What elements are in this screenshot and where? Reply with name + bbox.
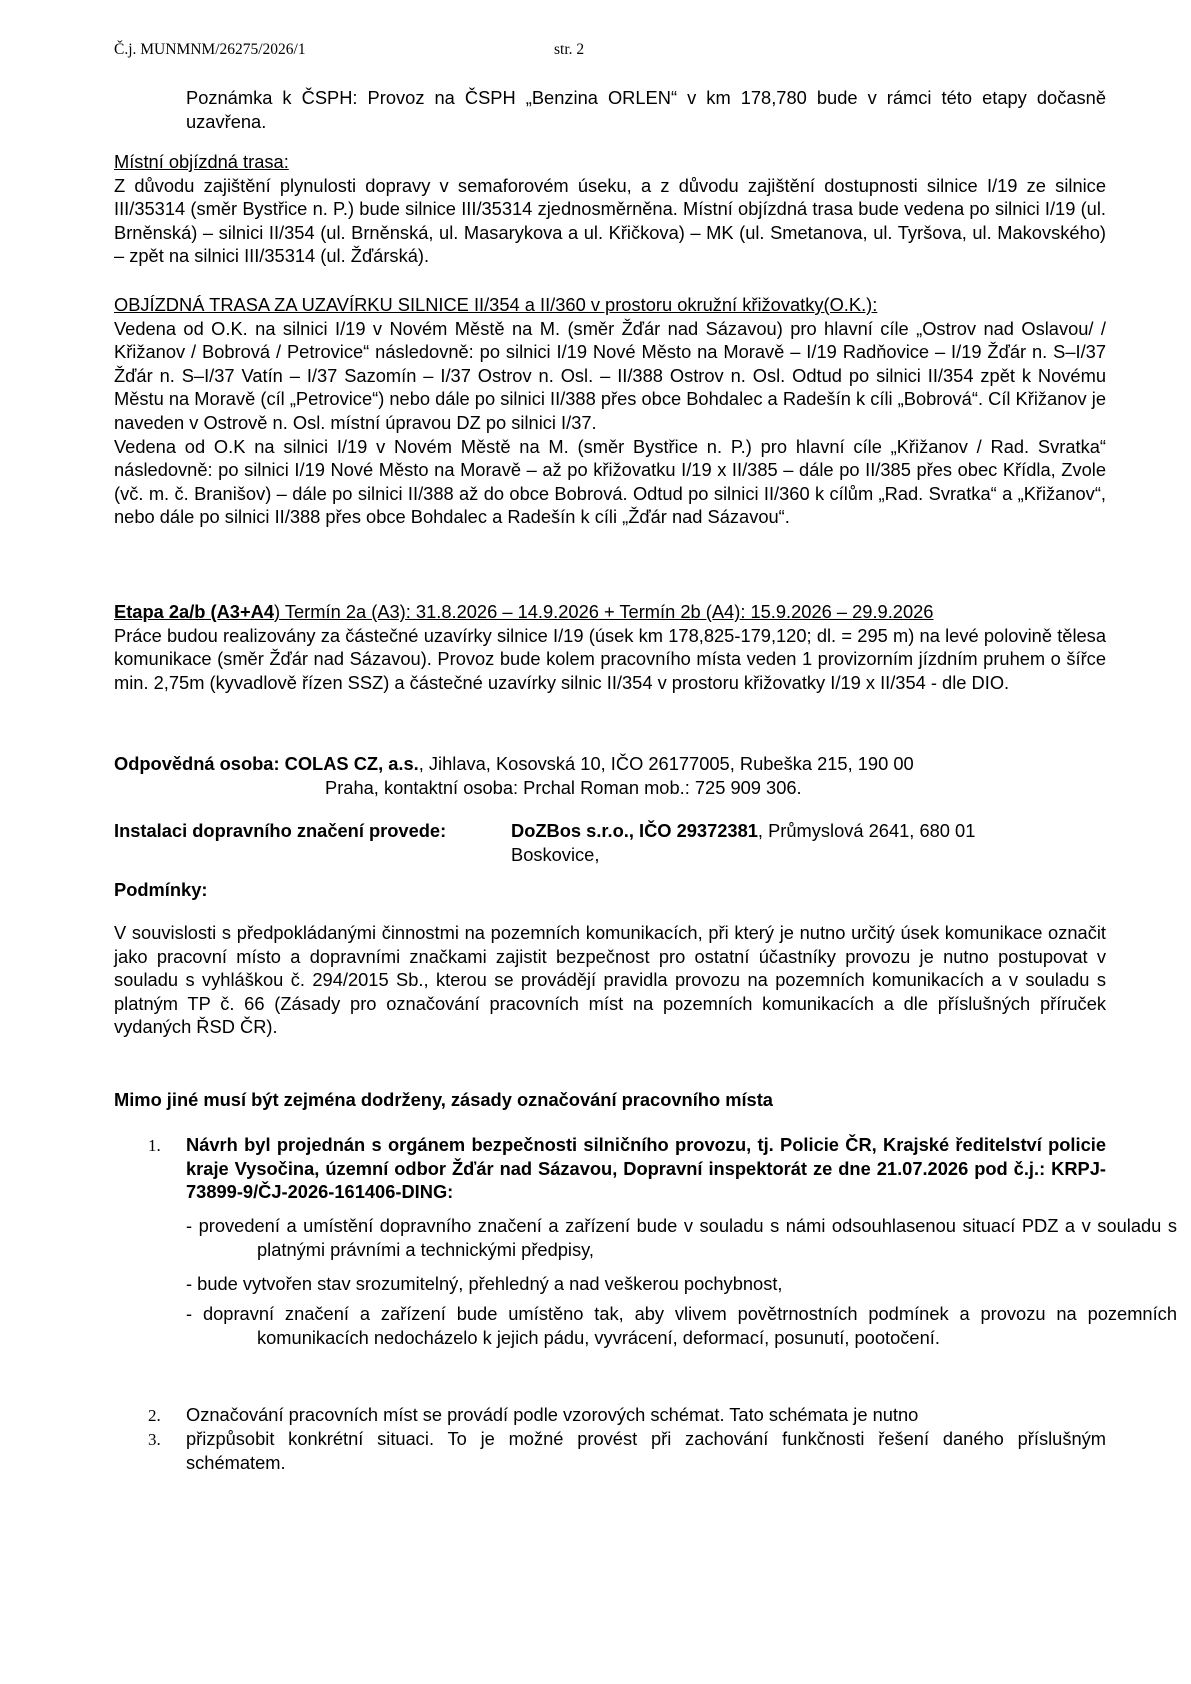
page-header xyxy=(114,40,585,60)
subitem-3: - dopravní značení a zařízení bude umístěno tak, aby vlivem povětrnostních podmínek a provozu na pozemních komunikacích nedocházelo k jejich pádu, vyvrácení, deformací, posunutí, pootočení. xyxy=(186,1303,1177,1348)
closure-detour-section xyxy=(114,293,1106,529)
fuel-station-note: Poznámka k ČSPH: Provoz na ČSPH „Benzina ORLEN“ v km 178,780 bude v rámci této etapy dočasně uzavřena. xyxy=(186,87,1106,132)
stage-text: Práce budou realizovány za částečné uzavírky silnice I/19 (úsek km 178,825-179,120; dl. = 295 m) na levé polovině tělesa komunikace (směr Žďár nad Sázavou). Provoz bude kolem pracovního místa veden 1 provizorním jízdním pruhem o šířce min. 2,75m (kyvadlově řízen SSZ) a částečné uzavírky silnic II/354 v prostoru křižovatky I/19 x II/354 - dle DIO. xyxy=(114,624,1106,693)
stage-label: Etapa 2a/b (A3+A4 xyxy=(114,601,275,622)
stage-section xyxy=(114,600,1106,694)
subitem-1: - provedení a umístění dopravního značení a zařízení bude v souladu s námi odsouhlasenou situací PDZ a v souladu s platnými právními a technickými předpisy, xyxy=(186,1215,1177,1260)
closure-detour-route-1: Vedena od O.K. na silnici I/19 v Novém Městě na M. (směr Žďár nad Sázavou) pro hlavní cíle „Ostrov nad Oslavou/ / Křižanov / Bobrová / Petrovice“ následovně: po silnici I/19 Nové Město na Moravě – I/19 Radňovice – I/19 Žďár n. S–I/37 Žďár n. S–I/37 Vatín – I/37 Sazomín – I/37 Ostrov n. Osl. – II/388 Ostrov n. Osl. Odtud po silnici II/354 zpět k Novému Městu na Moravě (cíl „Petrovice“) nebo dále po silnici II/388 přes obce Bohdalec a Radešín k cíli „Bobrová“. Cíl Křižanov je naveden v Ostrově n. Osl. místní úpravou DZ po silnici I/37. xyxy=(114,317,1106,433)
local-detour-text: Z důvodu zajištění plynulosti dopravy v semaforovém úseku, a z důvodu zajištění dostupnosti silnice I/19 ze silnice III/35314 (směr Bystřice n. P.) bude silnice III/35314 zjednosměrněna. Místní objízdná trasa bude vedena po silnici I/19 (ul. Brněnská) – silnici II/354 (ul. Brněnská, ul. Masarykova a ul. Křičkova) – MK (ul. Smetanova, ul. Tyršova, ul. Makovského) – zpět na silnici III/35314 (ul. Žďárská). xyxy=(114,174,1106,267)
responsible-person xyxy=(114,752,1106,799)
item-number-1: 1. xyxy=(148,1136,161,1155)
stage-term: Termín 2a (A3): 31.8.2026 – 14.9.2026 + Termín 2b (A4): 15.9.2026 – 29.9.2026 xyxy=(280,601,934,622)
stage-label-end: ) xyxy=(274,601,281,622)
installer-label: Instalaci dopravního značení provede: xyxy=(114,820,447,841)
page-number: str. 2 xyxy=(554,41,585,58)
item-text-1: Návrh byl projednán s orgánem bezpečnosti silničního provozu, tj. Policie ČR, Krajské ředitelství policie kraje Vysočina, územní odbor Žďár nad Sázavou, Dopravní inspektorát ze dne 21.07.2026 pod č.j.: KRPJ-73899-9/ČJ-2026-161406-DING: xyxy=(186,1134,1106,1203)
local-detour-heading: Místní objízdná trasa: xyxy=(114,151,289,172)
item-text-3: přizpůsobit konkrétní situaci. To je možné provést při zachování funkčnosti řešení daného příslušným schématem. xyxy=(186,1428,1106,1473)
local-detour-section xyxy=(114,150,1106,268)
reference-number: Č.j. MUNMNM/26275/2026/1 xyxy=(114,41,306,58)
conditions-text: V souvislosti s předpokládanými činnostmi na pozemních komunikacích, při který je nutno určitý úsek komunikace označit jako pracovní místo a dopravními značkami zajistit bezpečnost pro ostatní účastníky provozu je nutno postupovat v souladu s vyhláškou č. 294/2015 Sb., kterou se provádějí pravidla provozu na pozemních komunikacích a v souladu s platným TP č. 66 (Zásady pro označování pracovních míst na pozemních komunikacích a dle příslušných příruček vydaných ŘSD ČR). xyxy=(114,922,1106,1038)
installer-details xyxy=(511,819,1106,866)
conditions-heading: Podmínky: xyxy=(114,879,208,900)
item-number-2: 2. xyxy=(148,1406,161,1425)
installer-company: DoZBos s.r.o., IČO 29372381 xyxy=(511,820,758,841)
installer-address: , Průmyslová 2641, 680 01 xyxy=(757,820,976,841)
stage-title xyxy=(114,600,1106,624)
responsible-label: Odpovědná osoba: COLAS CZ, a.s. xyxy=(114,753,419,774)
responsible-contact: Praha, kontaktní osoba: Prchal Roman mob.: 725 909 306. xyxy=(325,776,802,798)
closure-detour-route-2: Vedena od O.K na silnici I/19 v Novém Městě na M. (směr Bystřice n. P.) pro hlavní cíle „Křižanov / Rad. Svratka“ následovně: po silnici I/19 Nové Město na Moravě – až po křižovatku I/19 x II/385 – dále po II/385 přes obec Křídla, Zvole (vč. m. č. Branišov) – dále po silnici II/388 až do obce Bobrová. Odtud po silnici II/360 k cílům „Rad. Svratka“ a „Křižanov“, nebo dále po silnici II/388 přes obce Bohdalec a Radešín k cíli „Žďár nad Sázavou“. xyxy=(114,435,1106,528)
installer xyxy=(114,819,1106,866)
responsible-line-1 xyxy=(114,752,1106,776)
item-text-2: Označování pracovních míst se provádí podle vzorových schémat. Tato schémata je nutno xyxy=(186,1404,919,1425)
subitem-2: - bude vytvořen stav srozumitelný, přehledný a nad veškerou pochybnost, xyxy=(186,1273,783,1294)
closure-detour-heading: OBJÍZDNÁ TRASA ZA UZAVÍRKU SILNICE II/354 a II/360 v prostoru okružní křižovatky(O.K.): xyxy=(114,294,878,315)
item-number-3: 3. xyxy=(148,1430,161,1449)
installer-city: Boskovice, xyxy=(511,843,600,865)
principles-heading: Mimo jiné musí být zejména dodrženy, zásady označování pracovního místa xyxy=(114,1089,773,1110)
responsible-address: , Jihlava, Kosovská 10, IČO 26177005, Rubeška 215, 190 00 xyxy=(418,753,914,774)
